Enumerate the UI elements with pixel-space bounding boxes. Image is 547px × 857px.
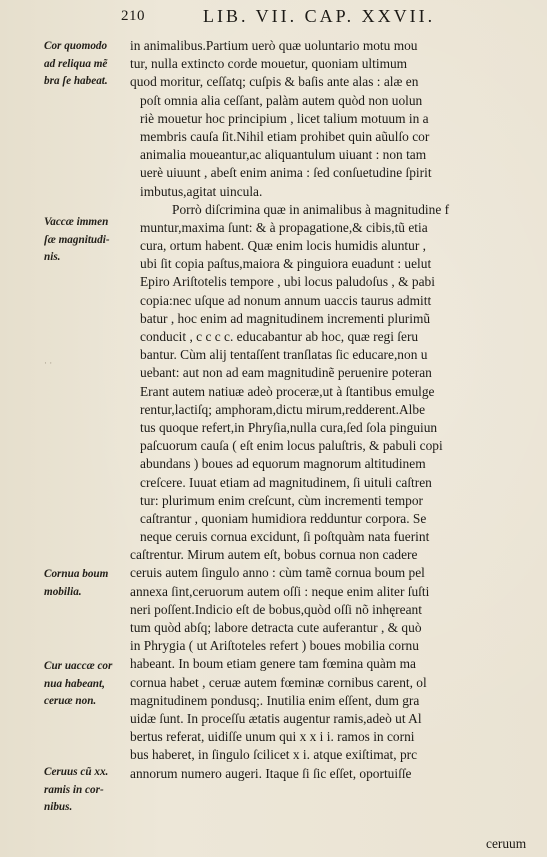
margin-note-line: ramis in cor- xyxy=(44,783,104,796)
text-line: conducit , c c c c. educabantur ab hoc, quæ regi ſeru xyxy=(140,329,419,344)
text-line: quod moritur, ceſſatq; cuſpis & baſis ante alas : alæ en xyxy=(130,74,419,90)
text-line: uerè uiuunt , abeſt enim anima : ſed conſuetudine ſpirit xyxy=(140,165,432,181)
page-number: 210 xyxy=(121,8,145,24)
text-line: tur: plurimum enim creſcunt, cùm incrementi tempor xyxy=(140,492,423,508)
text-line: neri poſſent.Indicio eſt de bobus,quòd oſſi nõ inhęreant xyxy=(130,601,422,617)
running-head: LIB. VII. CAP. XXVII. xyxy=(203,6,436,26)
text-line: ceruis autem ſingulo anno : cùm tamẽ cornua boum pel xyxy=(130,565,425,581)
margin-note-cow-size xyxy=(44,214,110,267)
text-line: in animalibus.Partium uerò quæ uoluntario motu mou xyxy=(130,38,418,53)
body-text xyxy=(130,37,547,783)
text-line: Epiro Ariſtotelis tempore , ubi locus paludoſus , & pabi xyxy=(140,274,435,290)
margin-note-line: mobilia. xyxy=(44,585,82,598)
text-line: bantur. Cùm alij tentaſſent tranſlatas ſic educare,non u xyxy=(140,347,428,363)
margin-note-line: nis. xyxy=(44,251,61,263)
text-line: imbutus,agitat uincula. xyxy=(140,183,263,199)
text-line: copia:nec uſque ad nonum annum uaccis taurus admitt xyxy=(140,292,432,308)
text-line: magnitudinem pondusq;. Inutilia enim eſſent, dum gra xyxy=(130,692,420,708)
text-line: riè mouetur hoc principium , licet talium motuum in a xyxy=(140,110,429,126)
text-line: caſtrantur , quoniam humidiora redduntur corpora. Se xyxy=(140,510,427,526)
margin-note-line: Cor quomodo xyxy=(44,40,108,52)
margin-note-line: ad reliqua mẽ xyxy=(44,57,108,70)
text-line: tur, nulla extincto corde mouetur, quoniam ultimum xyxy=(130,56,408,72)
text-line: poſt omnia alia ceſſant, palàm autem quòd non uolun xyxy=(140,92,423,108)
text-line: habeant. In boum etiam genere tam fœmina quàm ma xyxy=(130,656,416,672)
margin-note-stag xyxy=(44,764,108,817)
page-header xyxy=(0,6,547,30)
text-line: annorum numero augeri. Itaque ſi ſic eſſet, oportuiſſe xyxy=(130,765,412,781)
margin-note-line: Ceruus cũ xx. xyxy=(44,766,109,778)
margin-note-line: nibus. xyxy=(44,801,73,813)
text-line: abundans ) boues ad equorum magnorum altitudinem xyxy=(140,456,426,472)
catchword: ceruum xyxy=(486,836,527,851)
paragraph-start-line: Porrò diſcrimina quæ in animalibus à magnitudine f xyxy=(172,201,450,217)
text-line: paſcuorum cauſa ( eſt enim locus paluſtris, & pabuli copi xyxy=(140,438,443,454)
margin-note-line: bra ſe habeat. xyxy=(44,75,108,87)
text-line: tum quòd abſq; labore detracta cute auferantur , & quò xyxy=(130,620,422,635)
margin-note-line: Cornua boum xyxy=(44,568,109,580)
text-line: tus quoque refert,in Phryſia,nulla cura,ſed ſola pinguiun xyxy=(140,419,438,435)
text-line: caſtrentur. Mirum autem eſt, bobus cornua non cadere xyxy=(130,547,418,563)
margin-note-line: Cur uaccæ cor xyxy=(44,660,113,672)
text-line: membris cauſa ſit.Nihil etiam prohibet quin aũulſo cor xyxy=(140,128,430,144)
margin-note-line: nua habeant, xyxy=(44,677,105,690)
text-line: uidæ ſunt. In proceſſu ætatis augentur ramis,adeò ut Al xyxy=(130,710,422,726)
margin-note-cow-horns xyxy=(44,658,112,711)
text-line: creſcere. Iuuat etiam ad magnitudinem, ſi uituli caſtren xyxy=(140,474,432,490)
text-line: rentur,lactiſq; amphoram,dictu mirum,redderent.Albe xyxy=(140,401,426,417)
text-line: animalia moueantur,ac aliquantulum uiuant : non tam xyxy=(140,147,427,163)
text-line: annexa ſint,ceruorum autem oſſi : neque enim aliter ſuſti xyxy=(130,583,430,599)
margin-note-line: ceruæ non. xyxy=(44,695,97,707)
text-line: Erant autem natiuæ adeò proceræ,ut à ſtantibus emulge xyxy=(140,383,435,399)
margin-note-horns-mobile xyxy=(44,566,108,601)
text-line: bus haberet, in ſingulo ſcilicet x i. atque exiſtimat, prc xyxy=(130,747,418,763)
text-line: bertus referat, uidiſſe unum qui x x i i. ramos in corni xyxy=(130,729,415,745)
text-line: uebant: aut non ad eam magnitudinẽ peruenire poteran xyxy=(140,365,432,381)
text-line: in Phrygia ( ut Ariſtoteles refert ) boues mobilia cornu xyxy=(130,638,419,654)
margin-note-line: ſæ magnitudi- xyxy=(44,233,110,246)
text-line: batur , hoc enim ad magnitudinem incrementi plurimũ xyxy=(140,310,431,326)
text-line: cura, ortum habent. Quæ enim locis humidis aluntur , xyxy=(140,238,426,254)
margin-note-heart xyxy=(44,38,108,91)
ornament-mark: · · xyxy=(44,358,53,368)
text-line: muntur,maxima ſunt: & à propagatione,& cibis,tũ etia xyxy=(140,219,428,235)
text-line: ubi ſit copia paſtus,maiora & pinguiora euadunt : uelut xyxy=(140,256,432,272)
text-line: neque ceruis cornua excidunt, ſi poſtquàm nata fuerint xyxy=(140,529,430,545)
margin-note-line: Vaccæ immen xyxy=(44,216,109,228)
text-line: cornua habet , ceruæ autem fœminæ cornibus carent, ol xyxy=(130,674,427,690)
